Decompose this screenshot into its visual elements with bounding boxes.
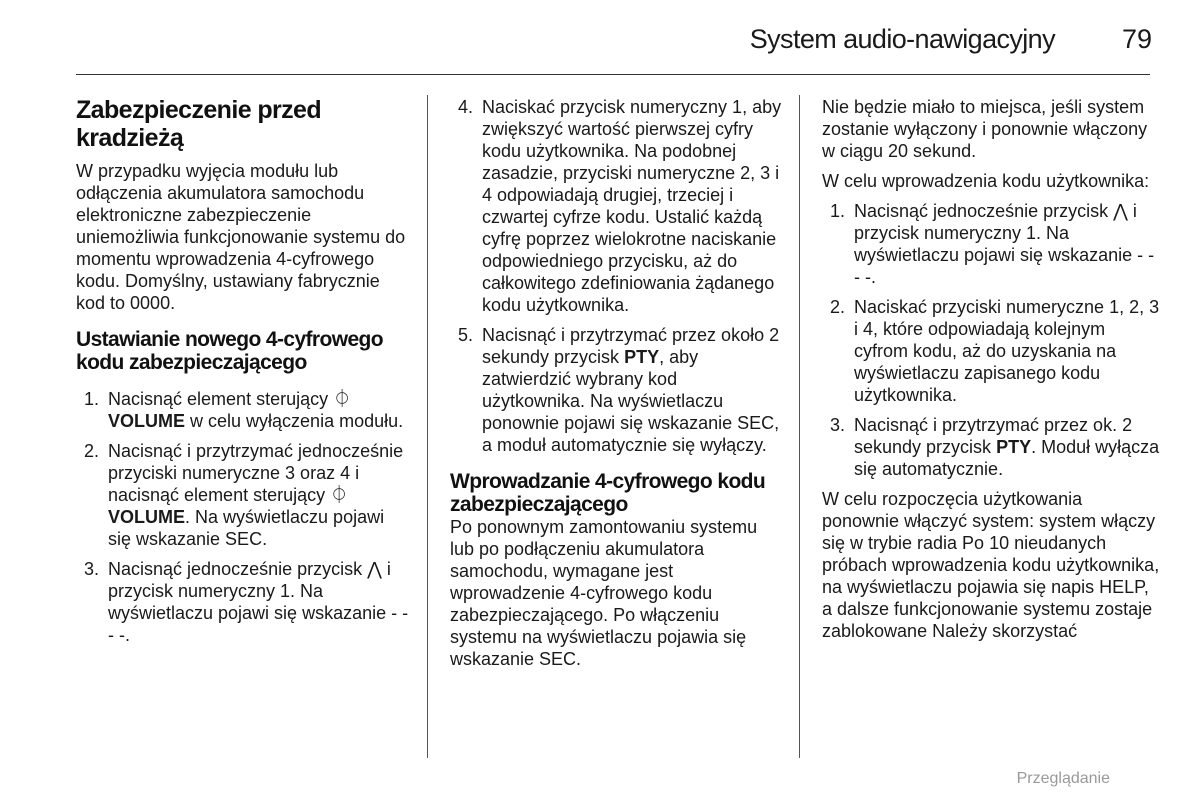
header-divider bbox=[76, 74, 1150, 75]
list-item bbox=[450, 96, 785, 316]
list-item-number: 3. bbox=[830, 415, 846, 435]
list-item-number: 2. bbox=[84, 441, 100, 461]
list-item-text: Nacisnąć i przytrzymać jednocześnie przyciski numeryczne 3 oraz 4 i nacisnąć element sterujący ⏀ bbox=[108, 441, 404, 505]
paragraph-20-seconds: Nie będzie miało to miejsca, jeśli system zostanie wyłączony i ponownie włączony w ciągu 20 sekund. bbox=[822, 97, 1148, 161]
button-label-volume: VOLUME bbox=[108, 507, 186, 527]
list-item-number: 2. bbox=[830, 297, 846, 317]
list-item-text: . Na wyświetlaczu pojawi się wskazanie SEC. bbox=[108, 507, 385, 549]
list-item-text: , aby zatwierdzić wybrany kod użytkownika. Na wyświetlaczu ponownie pojawi się wskazanie SEC, a moduł automatycznie się wyłączy. bbox=[482, 347, 780, 455]
list-item-text: Nacisnąć jednocześnie przycisk ⋀ i przycisk numeryczny 1. Na wyświetlaczu pojawi się wskazanie - - - -. bbox=[854, 201, 1155, 287]
list-item-text: Nacisnąć element sterujący ⏀ bbox=[108, 389, 352, 409]
list-item-text: Nacisnąć jednocześnie przycisk ⋀ i przycisk numeryczny 1. Na wyświetlaczu pojawi się wskazanie - - - -. bbox=[108, 559, 409, 645]
steps-enter-code bbox=[822, 200, 1162, 480]
list-item-text: Naciskać przycisk numeryczny 1, aby zwiększyć wartość pierwszej cyfry kodu użytkownika. Na podobnej zasadzie, przyciski numeryczne 2, 3 i 4 odpowiadają drugiej, trzeciej i czwartej cyfrze kodu. Ustalić każdą cyfrę poprzez wielokrotne naciskanie odpowiedniego przycisku, aż do całkowitego zdefiniowania żądanego kodu użytkownika. bbox=[482, 97, 782, 315]
column-1 bbox=[76, 96, 411, 646]
list-item-text: Nacisnąć i przytrzymać przez około 2 sekundy przycisk bbox=[482, 325, 780, 367]
list-item bbox=[822, 200, 1162, 288]
page-number: 79 bbox=[1121, 24, 1152, 54]
list-item bbox=[450, 324, 785, 456]
column-divider-right bbox=[799, 95, 800, 758]
list-item-text: Naciskać przyciski numeryczne 1, 2, 3 i 4, które odpowiadają kolejnym cyfrom kodu, aż do uzyskania na wyświetlaczu zapisanego kodu użytkownika. bbox=[854, 297, 1160, 405]
list-item-text: w celu wyłączenia modułu. bbox=[185, 411, 404, 431]
list-item-number: 5. bbox=[458, 325, 474, 345]
paragraph-restart-help: W celu rozpoczęcia użytkowania ponownie włączyć system: system włączy się w trybie radia Po 10 nieudanych próbach wprowadzenia kodu użytkownika, na wyświetlaczu pojawia się napis HELP, a dalsze funkcjonowanie systemu zostaje zablokowane Należy skorzystać bbox=[822, 489, 1160, 641]
list-item bbox=[76, 558, 411, 646]
list-item-text: . Moduł wyłącza się automatycznie. bbox=[854, 437, 1160, 479]
column-divider-left bbox=[427, 95, 428, 758]
steps-set-new-code bbox=[76, 388, 411, 646]
button-label-pty: PTY bbox=[996, 437, 1032, 457]
section-heading-theft-protection: Zabezpieczenie przed kradzieżą bbox=[76, 96, 322, 152]
button-label-pty: PTY bbox=[624, 347, 660, 367]
list-item bbox=[822, 296, 1162, 406]
button-label-volume: VOLUME bbox=[108, 411, 186, 431]
list-item bbox=[76, 388, 411, 432]
enter-code-body: Po ponownym zamontowaniu systemu lub po podłączeniu akumulatora samochodu, wymagane jest wprowadzenie 4-cyfrowego kodu zabezpieczającego. Po włączeniu systemu na wyświetlaczu pojawia się wskazanie SEC. bbox=[450, 517, 758, 669]
list-item-number: 3. bbox=[84, 559, 100, 579]
steps-set-new-code-continued bbox=[450, 96, 785, 456]
list-item bbox=[822, 414, 1162, 480]
column-2 bbox=[450, 96, 785, 670]
page-header-title: System audio-nawigacyjny bbox=[749, 24, 1055, 54]
paragraph-enter-code-intro: W celu wprowadzenia kodu użytkownika: bbox=[822, 171, 1150, 191]
list-item-text: Nacisnąć i przytrzymać przez ok. 2 sekundy przycisk bbox=[854, 415, 1133, 457]
subheading-set-new-code: Ustawianie nowego 4-cyfrowego kodu zabezpieczającego bbox=[76, 328, 383, 374]
list-item-number: 4. bbox=[458, 97, 474, 117]
list-item-number: 1. bbox=[830, 201, 846, 221]
subheading-enter-code: Wprowadzanie 4-cyfrowego kodu zabezpieczającego bbox=[450, 470, 766, 516]
column-3 bbox=[822, 96, 1162, 642]
watermark-text: Przeglądanie bbox=[1016, 770, 1110, 787]
list-item-number: 1. bbox=[84, 389, 100, 409]
list-item bbox=[76, 440, 411, 550]
theft-protection-intro: W przypadku wyjęcia modułu lub odłączenia akumulatora samochodu elektroniczne zabezpieczenie uniemożliwia funkcjonowanie systemu do momentu wprowadzenia 4-cyfrowego kodu. Domyślny, ustawiany fabrycznie kod to 0000. bbox=[76, 161, 406, 313]
